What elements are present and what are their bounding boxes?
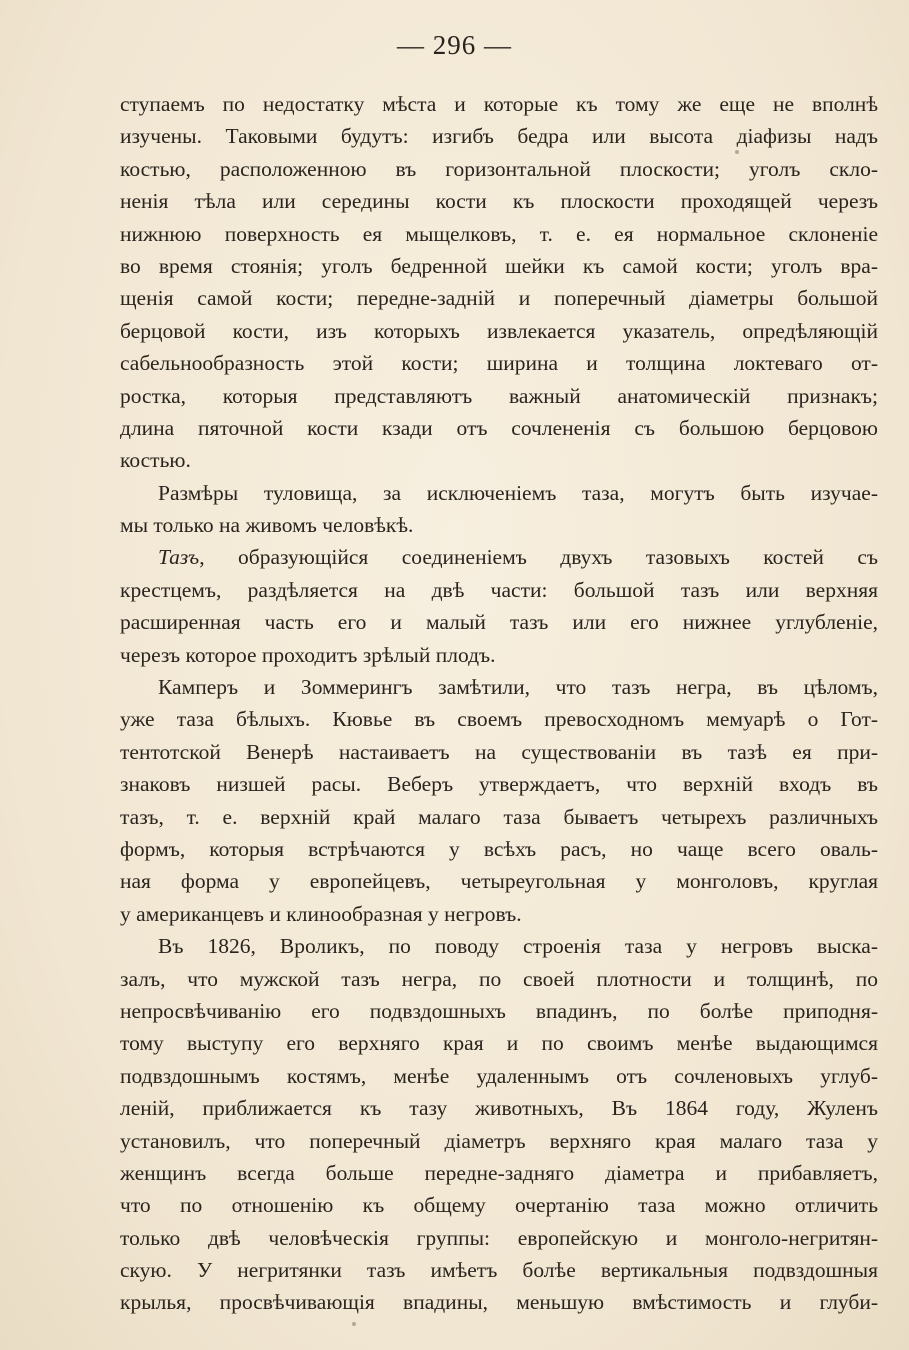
- text-line: костью.: [120, 448, 191, 473]
- text-line: мы только на живомъ человѣкѣ.: [120, 513, 414, 538]
- text-line: ненія тѣла или середины кости къ плоскости проходящей черезъ: [120, 189, 878, 214]
- text-line: Тазъ, образующійся соединеніемъ двухъ тазовыхъ костей съ: [158, 545, 878, 570]
- body-text: [120, 88, 878, 1319]
- text-line: у американцевъ и клинообразная у негровъ.: [120, 901, 522, 926]
- text-line: уже таза бѣлыхъ. Кювье въ своемъ превосходномъ мемуарѣ о Гот-: [120, 707, 878, 732]
- text-line: черезъ которое проходитъ зрѣлый плодъ.: [120, 642, 496, 667]
- text-line: установилъ, что поперечный діаметръ верхняго края малаго таза у: [120, 1128, 878, 1153]
- text-line: изучены. Таковыми будутъ: изгибъ бедра или высота діафизы надъ: [120, 124, 878, 149]
- paper-speck: [735, 150, 739, 154]
- text-line: ростка, которыя представляютъ важный анатомическій признакъ;: [120, 383, 878, 408]
- text-line: только двѣ человѣческія группы: европейскую и монголо-негритян-: [120, 1225, 878, 1250]
- text-line: женщинъ всегда больше передне-задняго діаметра и прибавляетъ,: [120, 1160, 878, 1185]
- text-line: что по отношенію къ общему очертанію таза можно отличить: [120, 1193, 878, 1218]
- text-line: Камперъ и Зоммерингъ замѣтили, что тазъ негра, въ цѣломъ,: [158, 675, 878, 700]
- text-line: щенія самой кости; передне-задній и поперечный діаметры большой: [120, 286, 878, 311]
- text-line: Въ 1826, Вроликъ, по поводу строенія таза у негровъ выска-: [158, 934, 878, 959]
- text-line: расширенная часть его и малый тазъ или его нижнее углубленіе,: [120, 610, 878, 635]
- text-line: длина пяточной кости кзади отъ сочлененія съ большою берцовою: [120, 415, 878, 440]
- text-line: тентотской Венерѣ настаиваетъ на существованіи въ тазѣ ея при-: [120, 739, 878, 764]
- text-line: леній, приближается къ тазу животныхъ, Въ 1864 году, Жуленъ: [120, 1096, 878, 1121]
- text-line: сабельнообразность этой кости; ширина и толщина локтеваго от-: [120, 351, 878, 376]
- text-line: нижнюю поверхность ея мыщелковъ, т. е. ея нормальное склоненіе: [120, 221, 878, 246]
- text-line: костью, расположенною въ горизонтальной плоскости; уголъ скло-: [120, 156, 878, 181]
- text-line: формъ, которыя встрѣчаются у всѣхъ расъ, но чаще всего оваль-: [120, 836, 878, 861]
- text-line: залъ, что мужской тазъ негра, по своей плотности и толщинѣ, по: [120, 966, 878, 991]
- text-line: во время стоянія; уголъ бедренной шейки къ самой кости; уголъ вра-: [120, 253, 878, 278]
- text-line: подвздошнымъ костямъ, менѣе удаленнымъ отъ сочленовыхъ углуб-: [120, 1063, 878, 1088]
- text-line: крылья, просвѣчивающія впадины, меньшую вмѣстимость и глуби-: [120, 1290, 878, 1315]
- text-line: ступаемъ по недостатку мѣста и которые къ тому же еще не вполнѣ: [120, 92, 878, 116]
- text-line: знаковъ низшей расы. Веберъ утверждаетъ, что верхній входъ въ: [120, 772, 878, 797]
- text-line: тому выступу его верхняго края и по своимъ менѣе выдающимся: [120, 1031, 878, 1056]
- text-line: Размѣры туловища, за исключеніемъ таза, могутъ быть изучае-: [158, 480, 878, 505]
- text-line: тазъ, т. е. верхній край малаго таза бываетъ четырехъ различныхъ: [120, 804, 878, 829]
- italic-term: Тазъ: [158, 545, 200, 570]
- text-line: ная форма у европейцевъ, четыреугольная у монголовъ, круглая: [120, 869, 878, 894]
- text-line: крестцемъ, раздѣляется на двѣ части: большой тазъ или верхняя: [120, 577, 878, 602]
- page-number: — 296 —: [397, 30, 512, 60]
- paper-speck: [352, 1322, 356, 1326]
- text-line: скую. У негритянки тазъ имѣетъ болѣе вертикальныя подвздошныя: [120, 1258, 878, 1283]
- text-line: берцовой кости, изъ которыхъ извлекается указатель, опредѣляющій: [120, 318, 878, 343]
- text-line: непросвѣчиванію его подвздошныхъ впадинъ, по болѣе приподня-: [120, 998, 878, 1023]
